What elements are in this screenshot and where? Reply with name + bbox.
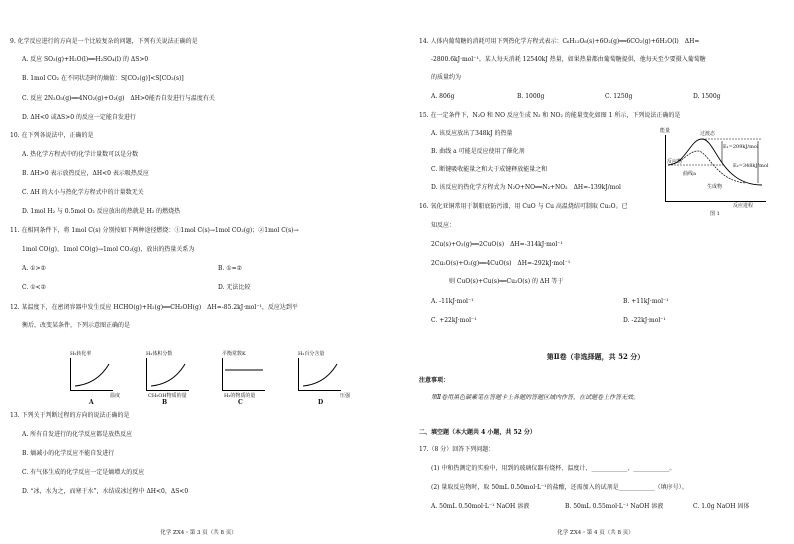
notice-title: 注意事项： xyxy=(419,377,450,384)
question-11-line1: 11. 在相同条件下，将 1mol C(s) 分别按如下两种途径燃烧：①1mol C(s)→1mol CO₂(g)；②1mol C(s)→ xyxy=(10,227,299,234)
q13-option-b: B. 熵减小的化学反应不能自发进行 xyxy=(22,450,115,457)
question-17: 17.（8 分）回答下列问题： xyxy=(419,446,495,453)
q10-option-c: C. ΔH 的大小与热化学方程式中的计量数无关 xyxy=(22,189,144,196)
q10-option-d: D. 1mol H₂ 与 0.5mol O₂ 反应放出的热就是 H₂ 的燃烧热 xyxy=(22,208,181,215)
graph-c-ylabel: 平衡常数K xyxy=(222,351,246,357)
q10-option-a: A. 热化学方程式中的化学计量数可以是分数 xyxy=(22,151,139,158)
part-2-heading: 二、填空题（本大题共 4 小题，共 52 分） xyxy=(419,429,536,436)
q17-option-c: C. 1.0g NaOH 固体 xyxy=(693,503,750,510)
question-10: 10. 在下列各说法中，正确的是 xyxy=(10,132,94,139)
question-9: 9. 化学反应进行的方向是一个比较复杂的问题，下列有关说法正确的是 xyxy=(10,38,198,45)
q13-option-c: C. 有气体生成的化学反应一定是熵增大的反应 xyxy=(22,469,145,476)
q14-option-a: A. 806g xyxy=(431,93,455,100)
graph-b-ylabel: H₂体积分数 xyxy=(146,351,173,357)
q11-option-b: B. ①=② xyxy=(218,265,243,272)
question-13: 13. 下列关于判断过程的方向的说法正确的是 xyxy=(10,412,130,419)
question-16-ask: 则 CuO(s)+Cu(s)══Cu₂O(s) 的 ΔH 等于 xyxy=(449,278,564,285)
q11-option-a: A. ①>② xyxy=(22,265,46,272)
figure1-transition-state: 过渡态 xyxy=(700,131,716,137)
question-16-eq2: 2Cu₂O(s)+O₂(g)══4CuO(s) ΔH=-292kJ·mol⁻¹ xyxy=(431,260,571,267)
graph-a-caption: A xyxy=(89,399,94,406)
graph-d-ylabel: H₂百分含量 xyxy=(298,351,325,357)
q17-option-a: A. 50mL 0.50mol·L⁻¹ NaOH 溶液 xyxy=(431,503,530,510)
graph-b-curve xyxy=(147,358,189,390)
graph-d xyxy=(298,358,341,391)
page-footer: 化学 ZX4・第 3 页（共 8 页） xyxy=(160,530,237,536)
question-14-line1: 14. 人体内葡萄糖的消耗可用下列热化学方程式表示：C₆H₁₂O₆(s)+6O₂(g)══6CO₂(g)+6H₂O(l) ΔH= xyxy=(419,38,700,45)
q16-option-b: B. +11kJ·mol⁻¹ xyxy=(623,298,669,305)
q16-option-c: C. +22kJ·mol⁻¹ xyxy=(431,317,477,324)
graph-b-caption: B xyxy=(162,399,168,406)
graph-a-xlabel: 温度 xyxy=(110,393,121,399)
figure1-e1: E₁=209kJ/mol xyxy=(723,144,759,150)
question-12-line1: 12. 某温度下，在密闭容器中发生反应 HCHO(g)+H₂(g)══CH₃OH(g) ΔH=-85.2kJ·mol⁻¹，反应达到平 xyxy=(10,304,298,311)
page-footer: 化学 ZX4・第 4 页（共 8 页） xyxy=(557,530,634,536)
q13-option-d: D. “冰，水为之，而寒于水”，水结成冰过程中 ΔH<0，ΔS<0 xyxy=(22,488,189,495)
graph-c-caption: C xyxy=(238,399,243,406)
graph-b xyxy=(146,358,189,391)
question-17-part1: (1) 中和热测定的实验中，用到的玻璃仪器有烧杯、温度计、____________、____________。 xyxy=(431,465,676,472)
q14-option-d: D. 1500g xyxy=(693,93,721,100)
graph-d-caption: D xyxy=(318,399,324,406)
figure1-ylabel: 能量 xyxy=(660,128,671,134)
q15-option-c: C. 断键吸收能量之和大于成键释放能量之和 xyxy=(431,166,548,173)
graph-c-xlabel: H₂的物质的量 xyxy=(224,393,256,399)
graph-c-line xyxy=(223,358,265,390)
q11-option-c: C. ①<② xyxy=(22,284,46,291)
graph-c xyxy=(222,358,265,391)
page-4 xyxy=(397,0,794,544)
q9-option-b: B. 1mol CO₂ 在不同状态时的熵值：S[CO₂(g)]<S[CO₂(s)] xyxy=(22,75,184,82)
q17-option-b: B. 50mL 0.55mol·L⁻¹ NaOH 溶液 xyxy=(565,503,664,510)
question-11-line2: 1mol CO(g)，1mol CO(g)→1mol CO₂(g)，放出的热量关系为 xyxy=(22,246,195,253)
question-12-line2: 衡后，改变某条件，下列示意图正确的是 xyxy=(22,322,131,329)
graph-a xyxy=(70,358,113,391)
graph-d-curve xyxy=(299,358,341,390)
q15-option-a: A. 该反应放出了348kJ 的热量 xyxy=(431,130,513,137)
question-16-line2: 知反应： xyxy=(431,222,456,229)
figure1-caption: 图 1 xyxy=(710,211,720,217)
q15-option-b: B. 曲线 a 可能是反应使用了催化剂 xyxy=(431,148,525,155)
q16-option-d: D. -22kJ·mol⁻¹ xyxy=(623,317,666,324)
question-14-line3: 的质量约为 xyxy=(431,74,462,81)
question-15: 15. 在一定条件下，N₂O 和 NO 反应生成 N₂ 和 NO₂ 的能量变化如图 1 所示，下列说法正确的是 xyxy=(419,112,681,119)
notice-text: 第Ⅱ卷用黑色碳素笔在答题卡上各题的答题区域内作答，在试题卷上作答无效。 xyxy=(431,394,640,401)
graph-d-xlabel: 压强 xyxy=(340,393,351,399)
graph-a-curve xyxy=(71,358,113,390)
q14-option-c: C. 1250g xyxy=(605,93,633,100)
question-17-part2: (2) 量取反应物时，取 50mL 0.50mol·L⁻¹的盐酸，还需加入的试剂是____________（填序号）。 xyxy=(431,484,688,491)
q10-option-b: B. ΔH>0 表示放热反应，ΔH<0 表示吸热反应 xyxy=(22,170,149,177)
question-16-eq1: 2Cu(s)+O₂(g)══2CuO(s) ΔH=-314kJ·mol⁻¹ xyxy=(431,241,563,248)
figure1-xlabel: 反应进程 xyxy=(733,203,754,209)
q14-option-b: B. 1000g xyxy=(517,93,545,100)
section-2-title: 第Ⅱ卷（非选择题，共 52 分） xyxy=(546,352,645,361)
figure1-reactants: 反应物 xyxy=(667,159,683,165)
q13-option-a: A. 所有自发进行的化学反应都是放热反应 xyxy=(22,431,133,438)
q15-option-d: D. 该反应的热化学方程式为 N₂O+NO══N₂+NO₂ ΔH=-139kJ/mol xyxy=(431,184,621,191)
q16-option-a: A. -11kJ·mol⁻¹ xyxy=(431,298,474,305)
question-16-line1: 16. 氧化亚铜常用于制船底防污漆，用 CuO 与 Cu 高温烧结可制取 Cu₂O。已 xyxy=(419,203,628,210)
graph-a-ylabel: H₂转化率 xyxy=(70,351,92,357)
q9-option-d: D. ΔH<0 或ΔS>0 的反应一定能自发进行 xyxy=(22,114,136,121)
figure1-curve-a: 曲线a xyxy=(683,171,696,177)
figure1-e2: E₂=348kJ/mol xyxy=(733,163,769,169)
question-14-line2: -2800.6kJ·mol⁻¹。某人每天消耗 12540kJ 热量，如果热量都由葡萄糖提供，他每天至少要摄入葡萄糖 xyxy=(431,56,706,63)
q9-option-c: C. 反应 2N₂O₅(g)══4NO₂(g)+O₂(g) ΔH>0能否自发进行与温度有关 xyxy=(22,95,215,102)
figure1-products: 生成物 xyxy=(707,184,723,190)
graph-b-xlabel: CH₃OH物质的量 xyxy=(148,393,187,399)
q11-option-d: D. 无法比较 xyxy=(218,284,251,291)
q9-option-a: A. 反应 SO₃(g)+H₂O(l)══H₂SO₄(l) 的 ΔS>0 xyxy=(22,56,149,63)
